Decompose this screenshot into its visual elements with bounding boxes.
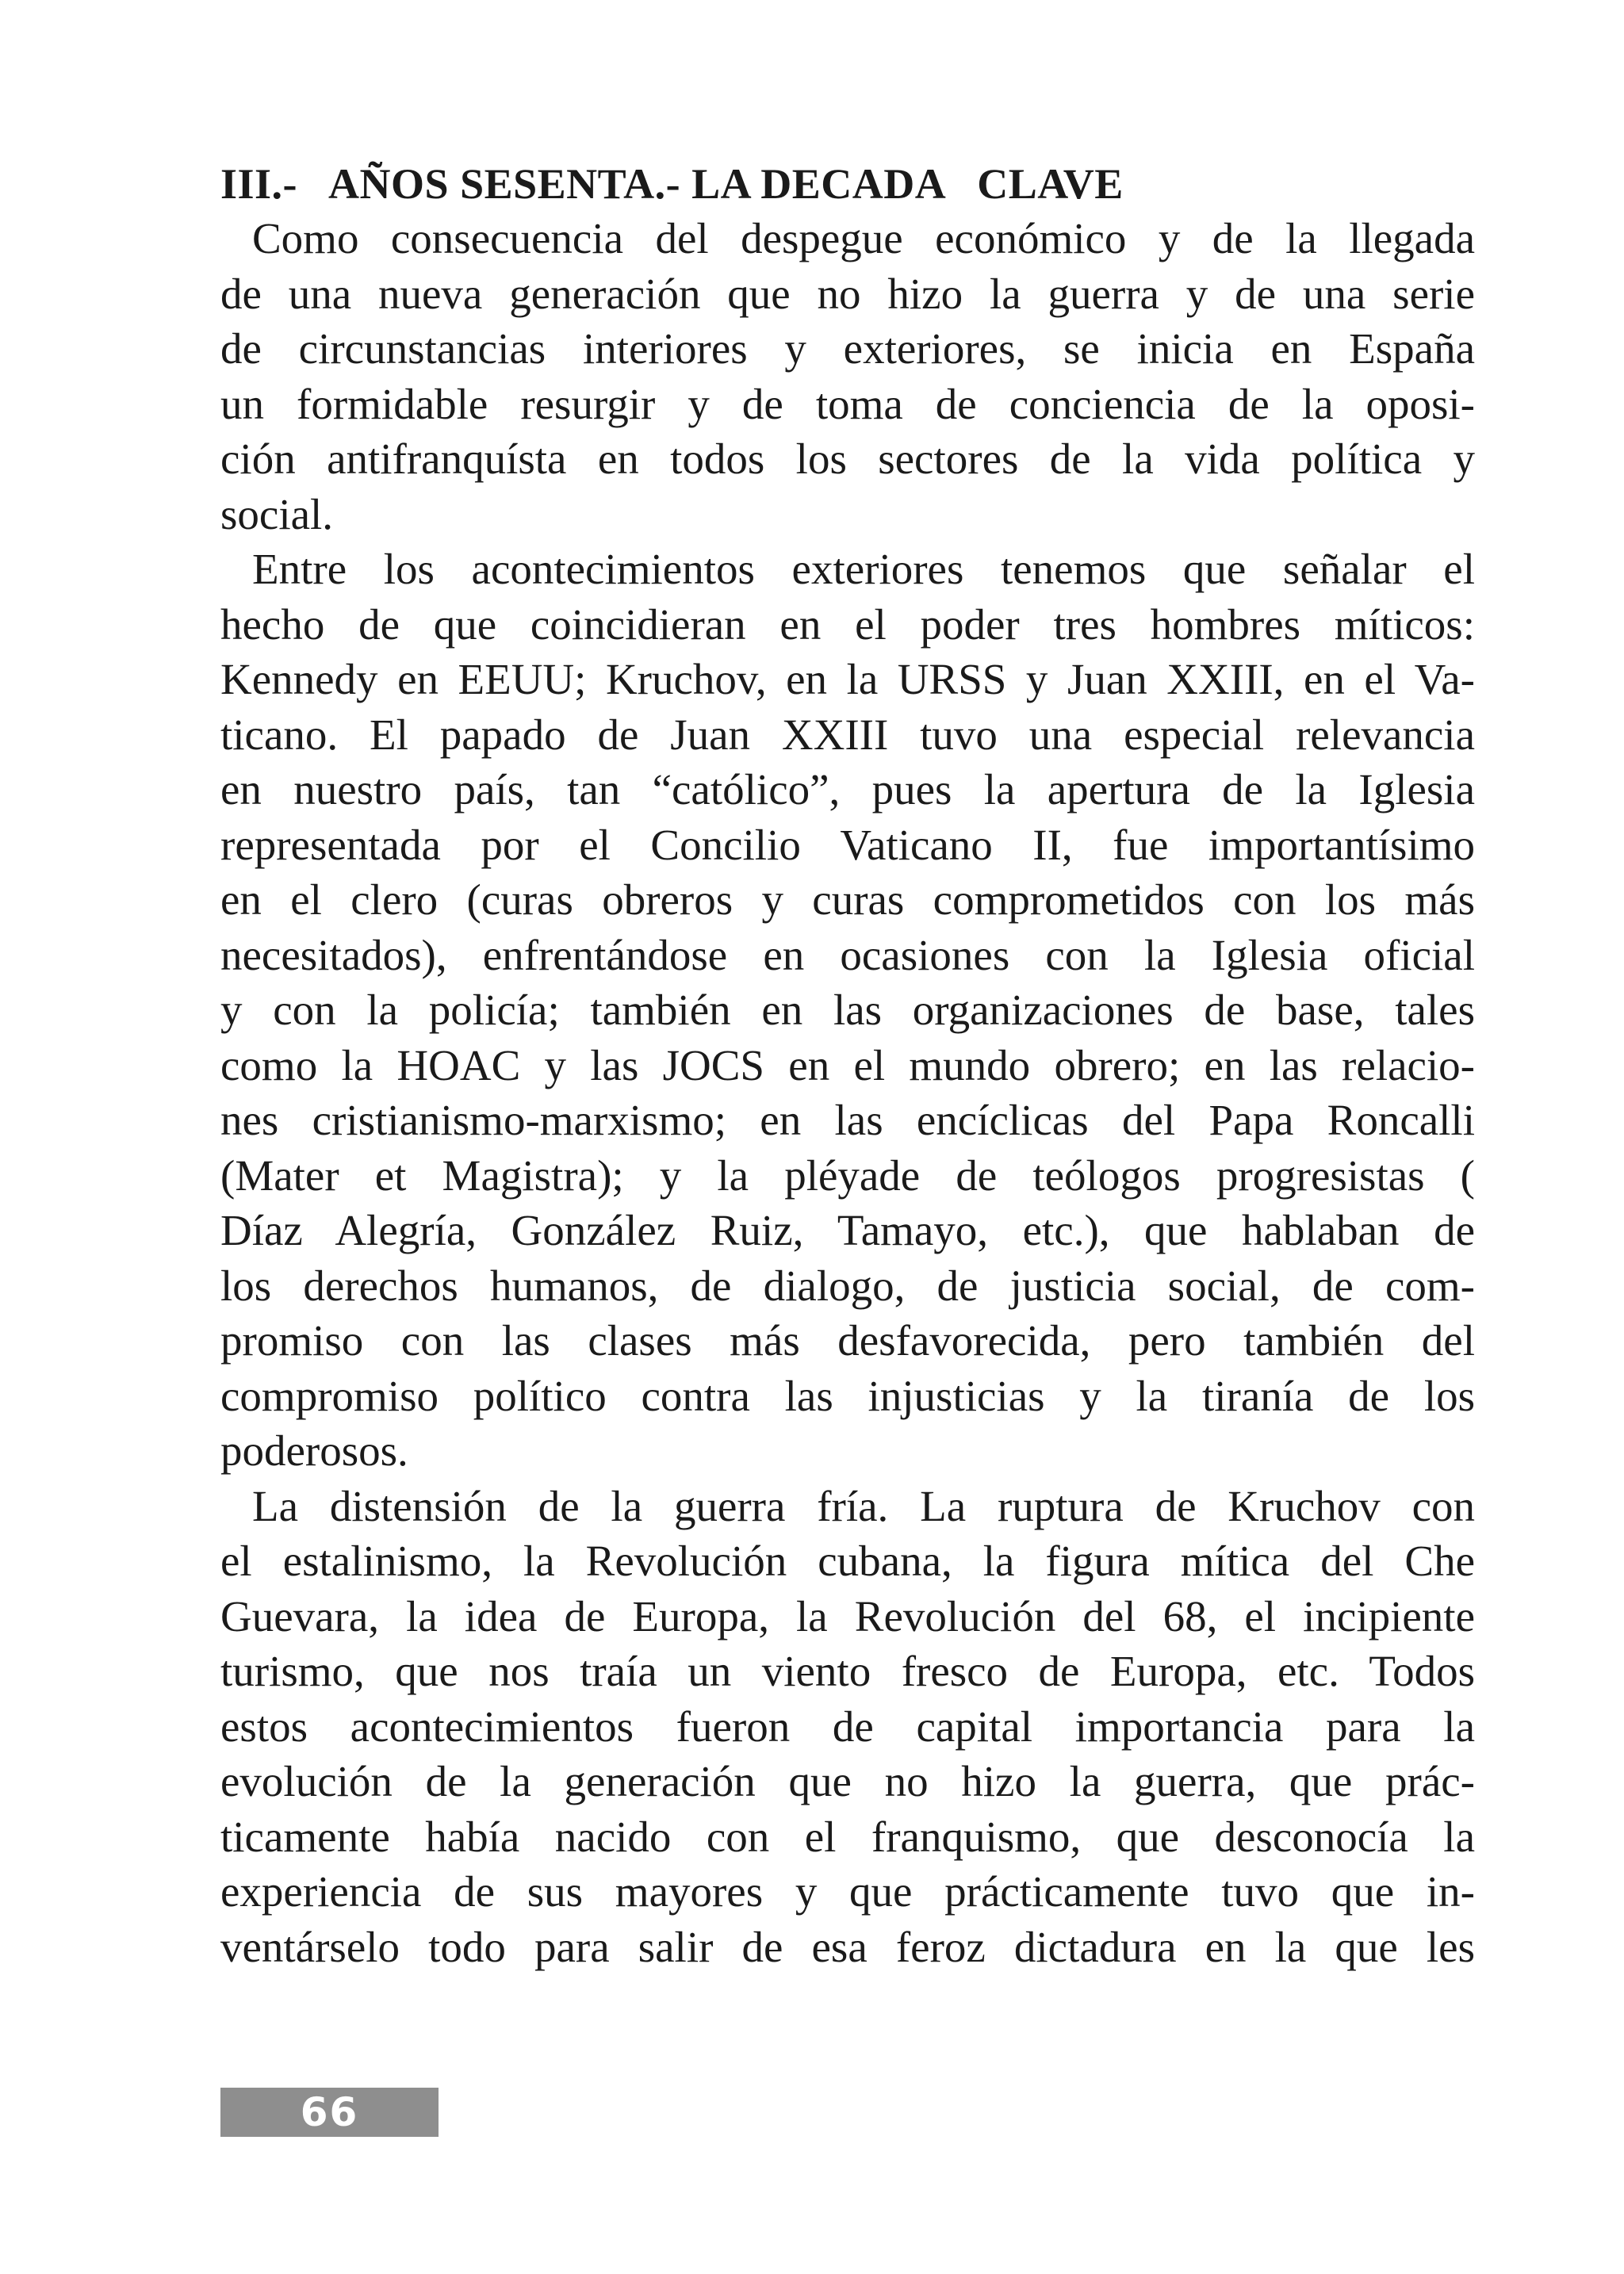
text-line: turismo, que nos traía un viento fresco de Europa, etc. Todos	[220, 1647, 1475, 1695]
text-line: promiso con las clases más desfavorecida, pero también del	[220, 1316, 1475, 1365]
text-line: de circunstancias interiores y exteriores, se inicia en España	[220, 324, 1475, 373]
text-line: ventárselo todo para salir de esa feroz dictadura en la que les	[220, 1922, 1475, 1971]
text-line: Kennedy en EEUU; Kruchov, en la URSS y Juan XXIII, en el Va-	[220, 655, 1475, 703]
text-line: ticamente había nacido con el franquismo, que desconocía la	[220, 1812, 1475, 1861]
text-line: como la HOAC y las JOCS en el mundo obrero; en las relacio-	[220, 1040, 1475, 1089]
body-text	[220, 211, 1475, 1974]
text-line: necesitados), enfrentándose en ocasiones con la Iglesia oficial	[220, 930, 1475, 979]
text-line: nes cristianismo-marxismo; en las encíclicas del Papa Roncalli	[220, 1096, 1475, 1144]
text-line: representada por el Concilio Vaticano II, fue importantísimo	[220, 820, 1475, 869]
text-column	[220, 157, 1475, 1974]
text-line: y con la policía; también en las organizaciones de base, tales	[220, 986, 1475, 1034]
text-line: social.	[220, 489, 334, 538]
text-line: en nuestro país, tan “católico”, pues la apertura de la Iglesia	[220, 765, 1475, 814]
text-line: experiencia de sus mayores y que prácticamente tuvo que in-	[220, 1867, 1475, 1916]
text-line: de una nueva generación que no hizo la guerra y de una serie	[220, 269, 1475, 318]
text-line: evolución de la generación que no hizo la guerra, que prác-	[220, 1757, 1475, 1805]
text-line: poderosos.	[220, 1426, 408, 1475]
text-line: ción antifranquísta en todos los sectores de la vida política y	[220, 435, 1475, 483]
text-line: el estalinismo, la Revolución cubana, la figura mítica del Che	[220, 1537, 1475, 1585]
paragraph	[220, 542, 1475, 1479]
chapter-heading: III.- AÑOS SESENTA.- LA DECADA CLAVE	[220, 160, 1124, 208]
page-number: 66	[300, 2089, 359, 2135]
paragraph	[220, 211, 1475, 542]
text-line: compromiso político contra las injusticias y la tiranía de los	[220, 1371, 1475, 1420]
text-line: (Mater et Magistra); y la pléyade de teólogos progresistas (	[220, 1150, 1475, 1200]
text-line: La distensión de la guerra fría. La ruptura de Kruchov con	[252, 1481, 1475, 1530]
paragraph	[220, 1479, 1475, 1975]
text-line: ticano. El papado de Juan XXIII tuvo una especial relevancia	[220, 710, 1475, 759]
text-line: Guevara, la idea de Europa, la Revolución del 68, el incipiente	[220, 1591, 1475, 1640]
text-line: Díaz Alegría, González Ruiz, Tamayo, etc.), que hablaban de	[220, 1206, 1475, 1254]
text-line: Entre los acontecimientos exteriores tenemos que señalar el	[252, 545, 1475, 593]
text-line: en el clero (curas obreros y curas comprometidos con los más	[220, 875, 1475, 924]
text-line: hecho de que coincidieran en el poder tres hombres míticos:	[220, 599, 1475, 649]
page-number-box	[220, 2088, 439, 2137]
text-line: estos acontecimientos fueron de capital importancia para la	[220, 1702, 1475, 1751]
text-line: un formidable resurgir y de toma de conciencia de la oposi-	[220, 379, 1475, 428]
text-line: Como consecuencia del despegue económico y de la llegada	[252, 214, 1475, 262]
text-line: los derechos humanos, de dialogo, de justicia social, de com-	[220, 1261, 1475, 1310]
